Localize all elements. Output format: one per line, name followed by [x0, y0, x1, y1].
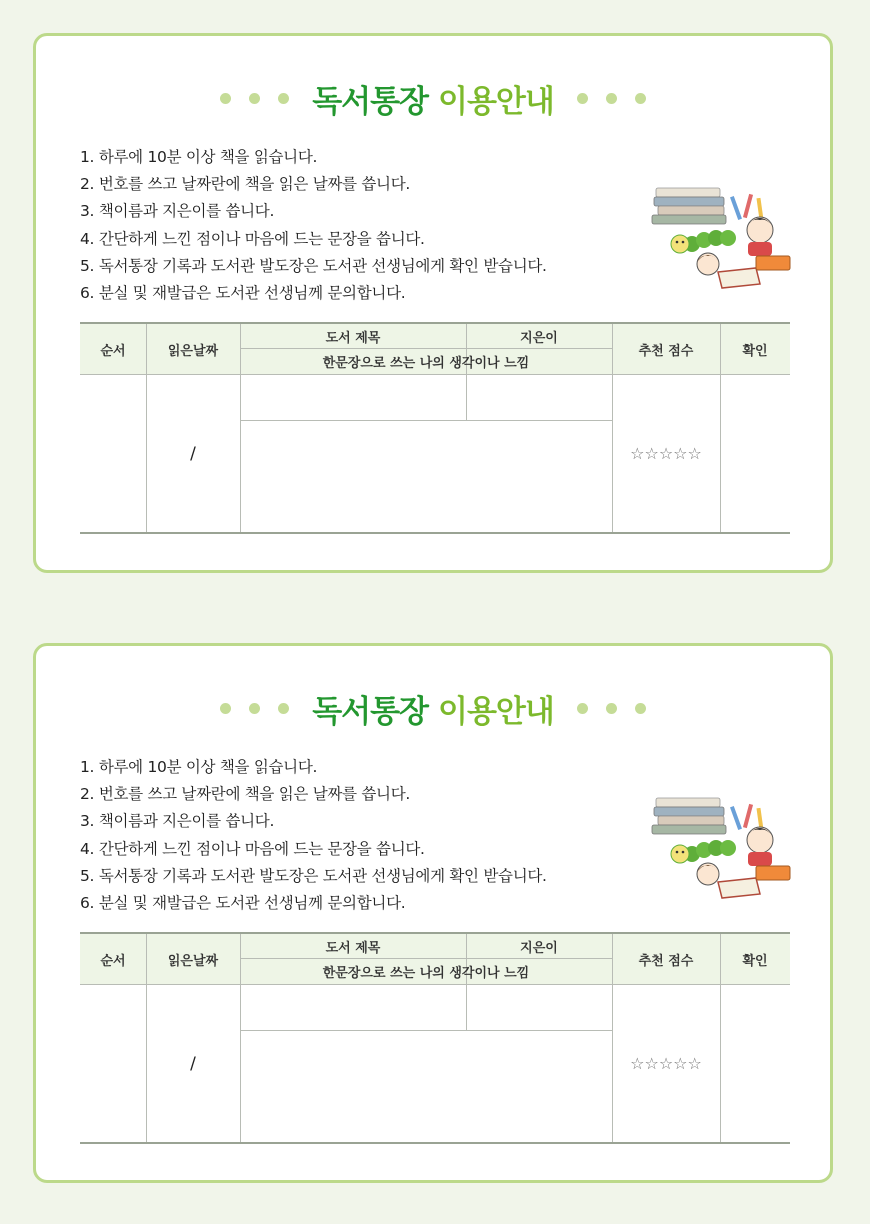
- reading-record-table: [80, 932, 790, 1144]
- decor-dot: [577, 703, 588, 714]
- reading-passbook-card-2: [33, 643, 833, 1183]
- reading-passbook-card-1: [33, 33, 833, 573]
- reading-child-icon: [697, 217, 790, 288]
- title-main: 독서통장: [312, 84, 428, 120]
- rule-item: 1. 하루에 10분 이상 책을 읽습니다.: [80, 148, 318, 166]
- rule-item: 5. 독서통장 기록과 도서관 발도장은 도서관 선생님에게 확인 받습니다.: [80, 866, 547, 885]
- star-rating[interactable]: ☆☆☆☆☆: [630, 444, 702, 463]
- books-stack-icon: [652, 188, 726, 224]
- date-slash: /: [190, 1053, 196, 1074]
- rule-item: 2. 번호를 쓰고 날짜란에 책을 읽은 날짜를 씁니다.: [80, 175, 410, 194]
- decor-dot: [249, 93, 260, 104]
- header-check: 확인: [742, 343, 768, 359]
- rule-item: 5. 독서통장 기록과 도서관 발도장은 도서관 선생님에게 확인 받습니다.: [80, 256, 547, 275]
- pencil-icon: [730, 804, 763, 830]
- header-feeling: 한문장으로 쓰는 나의 생각이나 느낌: [322, 355, 530, 371]
- title-row: [36, 686, 830, 731]
- decor-dot: [577, 93, 588, 104]
- rule-item: 6. 분실 및 재발급은 도서관 선생님께 문의합니다.: [80, 284, 406, 303]
- header-date: 읽은날짜: [167, 953, 219, 969]
- reading-kids-illustration: [648, 174, 798, 292]
- rule-item: 1. 하루에 10분 이상 책을 읽습니다.: [80, 758, 318, 776]
- title-sub: 이용안내: [438, 84, 554, 120]
- usage-rules-list: [80, 754, 547, 917]
- decor-dot: [220, 703, 231, 714]
- header-check: 확인: [742, 953, 768, 969]
- rule-item: 3. 책이름과 지은이를 씁니다.: [80, 202, 275, 221]
- header-rating: 추천 점수: [638, 953, 694, 969]
- decor-dot: [635, 703, 646, 714]
- usage-rules-list: [80, 144, 547, 307]
- decor-dot: [606, 93, 617, 104]
- header-book-title: 도서 제목: [325, 330, 381, 346]
- reading-child-icon: [697, 827, 790, 898]
- header-order: 순서: [100, 343, 126, 359]
- pencil-icon: [730, 194, 763, 220]
- header-book-title: 도서 제목: [325, 940, 381, 956]
- title-sub: 이용안내: [438, 694, 554, 730]
- rule-item: 4. 간단하게 느낀 점이나 마음에 드는 문장을 씁니다.: [80, 229, 425, 248]
- rule-item: 2. 번호를 쓰고 날짜란에 책을 읽은 날짜를 씁니다.: [80, 785, 410, 804]
- title-row: [36, 76, 830, 121]
- reading-record-table: [80, 322, 790, 534]
- reading-kids-illustration: [648, 784, 798, 902]
- decor-dot: [278, 93, 289, 104]
- card-title: [312, 686, 554, 731]
- decor-dot: [606, 703, 617, 714]
- decor-dot: [278, 703, 289, 714]
- header-order: 순서: [100, 953, 126, 969]
- rule-item: 3. 책이름과 지은이를 씁니다.: [80, 812, 275, 831]
- caterpillar-icon: [671, 840, 736, 863]
- header-author: 지은이: [520, 330, 558, 346]
- star-rating[interactable]: ☆☆☆☆☆: [630, 1054, 702, 1073]
- decor-dot: [635, 93, 646, 104]
- caterpillar-icon: [671, 230, 736, 253]
- header-author: 지은이: [520, 940, 558, 956]
- card-title: [312, 76, 554, 121]
- title-main: 독서통장: [312, 694, 428, 730]
- rule-item: 6. 분실 및 재발급은 도서관 선생님께 문의합니다.: [80, 894, 406, 913]
- header-date: 읽은날짜: [167, 343, 219, 359]
- decor-dot: [249, 703, 260, 714]
- rule-item: 4. 간단하게 느낀 점이나 마음에 드는 문장을 씁니다.: [80, 839, 425, 858]
- date-slash: /: [190, 443, 196, 464]
- books-stack-icon: [652, 798, 726, 834]
- header-feeling: 한문장으로 쓰는 나의 생각이나 느낌: [322, 965, 530, 981]
- decor-dot: [220, 93, 231, 104]
- header-rating: 추천 점수: [638, 343, 694, 359]
